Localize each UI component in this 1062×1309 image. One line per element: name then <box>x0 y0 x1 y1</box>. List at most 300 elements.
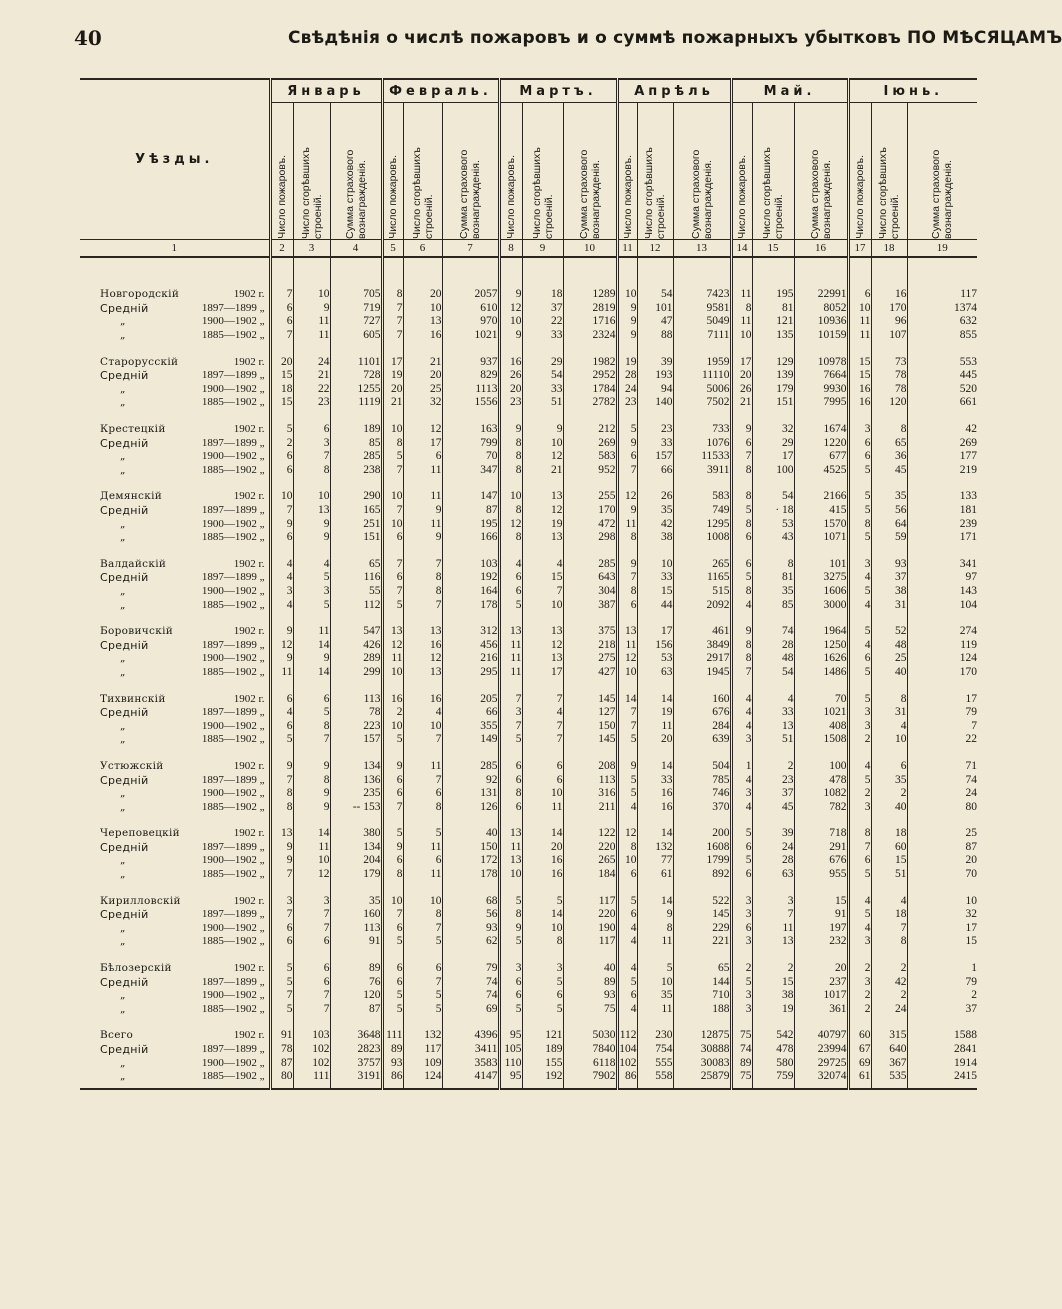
table-cell: 36 <box>871 450 907 464</box>
table-cell: 8 <box>731 517 752 531</box>
table-cell: 8 <box>270 800 293 814</box>
table-cell: 6 <box>293 423 330 437</box>
table-cell: 94 <box>637 383 673 397</box>
table-cell: 7902 <box>563 1070 617 1084</box>
table-cell: 387 <box>563 598 617 612</box>
table-cell: 274 <box>907 625 977 639</box>
table-cell: 11 <box>403 517 442 531</box>
table-cell: 2782 <box>563 396 617 410</box>
table-cell: 8 <box>499 908 522 922</box>
table-cell: 9 <box>617 436 637 450</box>
table-cell: 13 <box>522 652 563 666</box>
table-cell: 1556 <box>442 396 499 410</box>
table-cell: 155 <box>522 1056 563 1070</box>
table-cell: 12 <box>522 504 563 518</box>
table-cell: 22 <box>293 383 330 397</box>
table-cell: 177 <box>907 450 977 464</box>
table-cell: 6 <box>382 854 403 868</box>
column-subheader <box>907 103 977 240</box>
uezd-name: Устюжскій <box>100 759 164 772</box>
table-cell: 2092 <box>673 598 731 612</box>
column-number: 17 <box>848 240 871 258</box>
table-cell: 103 <box>442 558 499 572</box>
table-cell: 93 <box>871 558 907 572</box>
table-cell: 3 <box>499 706 522 720</box>
table-cell: 9 <box>270 760 293 774</box>
table-cell: 555 <box>637 1056 673 1070</box>
table-cell: 8 <box>752 558 794 572</box>
table-cell: 5 <box>382 598 403 612</box>
table-cell: 380 <box>330 827 382 841</box>
table-row <box>80 666 977 680</box>
table-row <box>80 652 977 666</box>
table-cell: 9 <box>270 625 293 639</box>
table-cell: 2 <box>752 962 794 976</box>
table-cell: 45 <box>871 464 907 478</box>
table-cell: 102 <box>293 1043 330 1057</box>
table-cell: 11 <box>293 625 330 639</box>
table-cell: 316 <box>563 787 617 801</box>
table-cell: 7 <box>270 329 293 343</box>
table-cell: 6 <box>293 962 330 976</box>
table-cell: 9 <box>293 302 330 316</box>
table-row <box>80 827 977 841</box>
table-cell: 9 <box>731 625 752 639</box>
uezd-name: „ <box>120 517 126 530</box>
period-years: 1902 г. <box>233 692 265 705</box>
period-years: 1900—1902 „ <box>201 719 265 732</box>
month-header: Февраль. <box>382 79 499 103</box>
table-cell: 218 <box>563 638 617 652</box>
uezd-name: „ <box>120 396 126 409</box>
table-cell: 255 <box>563 490 617 504</box>
table-cell: 12 <box>617 652 637 666</box>
table-cell: 3 <box>731 787 752 801</box>
table-cell: 7 <box>522 733 563 747</box>
table-row <box>80 329 977 343</box>
table-cell: 1101 <box>330 355 382 369</box>
table-cell: 12 <box>270 638 293 652</box>
table-cell: 2 <box>848 989 871 1003</box>
table-cell: 74 <box>752 625 794 639</box>
table-cell: 289 <box>330 652 382 666</box>
table-cell: 11 <box>382 652 403 666</box>
row-label <box>80 922 270 936</box>
table-cell: 235 <box>330 787 382 801</box>
table-cell: 3 <box>499 962 522 976</box>
table-cell: 6118 <box>563 1056 617 1070</box>
table-cell: 719 <box>330 302 382 316</box>
table-cell: 5 <box>637 962 673 976</box>
row-label <box>80 989 270 1003</box>
table-cell: 16 <box>522 868 563 882</box>
table-cell: 237 <box>794 975 848 989</box>
table-cell: 164 <box>442 585 499 599</box>
table-cell: 75 <box>731 1029 752 1043</box>
column-subheader-label: Число пожаровъ. <box>854 155 867 239</box>
table-cell: 23 <box>499 396 522 410</box>
table-cell: 2819 <box>563 302 617 316</box>
table-cell: 5 <box>731 827 752 841</box>
table-cell: 12 <box>522 450 563 464</box>
table-cell: 4 <box>731 800 752 814</box>
table-cell: 104 <box>907 598 977 612</box>
table-cell: 7 <box>382 315 403 329</box>
period-years: 1885—1902 „ <box>201 531 265 544</box>
table-cell: 5 <box>617 894 637 908</box>
table-cell: 11 <box>403 841 442 855</box>
table-cell: 61 <box>637 868 673 882</box>
table-cell: 11 <box>499 841 522 855</box>
table-cell: 12 <box>293 868 330 882</box>
row-label <box>80 894 270 908</box>
table-cell: 12 <box>403 423 442 437</box>
table-cell: 15 <box>270 396 293 410</box>
table-row <box>80 1070 977 1084</box>
table-cell: 1255 <box>330 383 382 397</box>
table-cell: 25 <box>403 383 442 397</box>
table-cell: 10 <box>637 558 673 572</box>
table-cell: 7423 <box>673 288 731 302</box>
table-cell: 18 <box>871 908 907 922</box>
column-subheader-label: Число пожаровъ. <box>505 155 517 239</box>
table-cell: 5 <box>848 504 871 518</box>
table-cell: 107 <box>871 329 907 343</box>
period-years: 1885—1902 „ <box>201 935 265 948</box>
table-cell: 147 <box>442 490 499 504</box>
table-cell: 60 <box>871 841 907 855</box>
table-cell: 370 <box>673 800 731 814</box>
table-cell: 643 <box>563 571 617 585</box>
table-cell: 122 <box>563 827 617 841</box>
period-years: 1885—1902 „ <box>201 800 265 813</box>
table-cell: 1374 <box>907 302 977 316</box>
table-cell: 9 <box>617 302 637 316</box>
table-cell: 51 <box>871 868 907 882</box>
table-cell: 75 <box>731 1070 752 1084</box>
table-cell: 26 <box>731 383 752 397</box>
table-cell: 10 <box>403 719 442 733</box>
table-cell: 4 <box>499 558 522 572</box>
table-cell: 6 <box>382 531 403 545</box>
table-cell: 4 <box>522 558 563 572</box>
uezd-name: „ <box>120 935 126 948</box>
table-cell: 135 <box>752 329 794 343</box>
table-cell: 275 <box>563 652 617 666</box>
table-cell: 7 <box>403 598 442 612</box>
table-cell: 6 <box>848 854 871 868</box>
table-cell: 31 <box>871 598 907 612</box>
row-label <box>80 1003 270 1017</box>
table-cell: 22991 <box>794 288 848 302</box>
table-cell: 1674 <box>794 423 848 437</box>
table-cell: 3 <box>848 975 871 989</box>
table-cell: 11 <box>731 315 752 329</box>
table-cell: 179 <box>752 383 794 397</box>
uezd-name: Тихвинскій <box>100 692 166 705</box>
table-cell: 17 <box>403 436 442 450</box>
table-cell: 113 <box>330 692 382 706</box>
table-cell: 677 <box>794 450 848 464</box>
table-cell: -- 153 <box>330 800 382 814</box>
table-cell: 6 <box>382 773 403 787</box>
table-cell: 17 <box>637 625 673 639</box>
table-cell: 10 <box>731 329 752 343</box>
table-cell: 2057 <box>442 288 499 302</box>
table-cell: 18 <box>522 288 563 302</box>
table-row <box>80 436 977 450</box>
table-cell: 30888 <box>673 1043 731 1057</box>
table-cell: 3 <box>270 585 293 599</box>
column-subheader <box>637 103 673 240</box>
table-cell: 24 <box>907 787 977 801</box>
row-label <box>80 598 270 612</box>
table-cell: 6 <box>382 975 403 989</box>
table-cell: 65 <box>330 558 382 572</box>
table-cell: 5 <box>293 706 330 720</box>
table-cell: 785 <box>673 773 731 787</box>
table-cell: 18 <box>270 383 293 397</box>
row-label <box>80 396 270 410</box>
uezd-name: „ <box>120 1056 126 1069</box>
table-row <box>80 369 977 383</box>
table-cell: 16 <box>382 692 403 706</box>
table-cell: 1626 <box>794 652 848 666</box>
table-cell: 230 <box>637 1029 673 1043</box>
row-label <box>80 638 270 652</box>
table-cell: 48 <box>752 652 794 666</box>
table-cell: 6 <box>848 652 871 666</box>
table-cell: 5006 <box>673 383 731 397</box>
table-cell: 11 <box>637 935 673 949</box>
table-row <box>80 355 977 369</box>
table-cell: 4 <box>731 719 752 733</box>
table-cell: 7 <box>382 800 403 814</box>
table-cell: 35 <box>637 989 673 1003</box>
table-cell: 285 <box>330 450 382 464</box>
table-cell: 7 <box>382 908 403 922</box>
table-row <box>80 396 977 410</box>
uezd-name: Средній <box>100 706 149 720</box>
row-label <box>80 841 270 855</box>
table-row <box>80 989 977 1003</box>
table-cell: 56 <box>442 908 499 922</box>
table-cell: 312 <box>442 625 499 639</box>
table-cell: 5 <box>499 1003 522 1017</box>
table-cell: 102 <box>293 1056 330 1070</box>
table-cell: 15 <box>848 355 871 369</box>
table-cell: 11 <box>617 638 637 652</box>
table-cell: 1289 <box>563 288 617 302</box>
table-cell: 91 <box>794 908 848 922</box>
table-cell: 23 <box>617 396 637 410</box>
period-years: 1900—1902 „ <box>201 787 265 800</box>
table-cell: 4 <box>871 719 907 733</box>
table-cell: 13 <box>499 854 522 868</box>
table-cell: 9 <box>637 908 673 922</box>
uezd-name: Средній <box>100 1043 149 1057</box>
table-cell: 6 <box>731 868 752 882</box>
table-cell: 117 <box>403 1043 442 1057</box>
table-cell: 6 <box>499 800 522 814</box>
table-cell: 117 <box>907 288 977 302</box>
table-cell: 367 <box>871 1056 907 1070</box>
table-cell: 5 <box>848 868 871 882</box>
table-cell: 8 <box>731 302 752 316</box>
table-cell: 4396 <box>442 1029 499 1043</box>
column-number: 16 <box>794 240 848 258</box>
table-cell: 5 <box>617 733 637 747</box>
table-row <box>80 975 977 989</box>
table-row <box>80 315 977 329</box>
table-cell: 6 <box>731 531 752 545</box>
table-cell: 1588 <box>907 1029 977 1043</box>
table-cell: 2 <box>270 436 293 450</box>
table-cell: 6 <box>499 760 522 774</box>
table-cell: 54 <box>752 490 794 504</box>
table-row <box>80 692 977 706</box>
table-cell: 4 <box>522 706 563 720</box>
table-cell: 2 <box>871 787 907 801</box>
table-cell: 265 <box>673 558 731 572</box>
table-cell: 799 <box>442 436 499 450</box>
table-cell: 74 <box>442 975 499 989</box>
table-cell: 14 <box>637 827 673 841</box>
row-label <box>80 908 270 922</box>
table-cell: 188 <box>673 1003 731 1017</box>
table-cell: 11533 <box>673 450 731 464</box>
table-cell: 21 <box>522 464 563 478</box>
table-cell: 1250 <box>794 638 848 652</box>
table-cell: 189 <box>330 423 382 437</box>
table-cell: 3275 <box>794 571 848 585</box>
table-cell: 427 <box>563 666 617 680</box>
column-subheader <box>794 103 848 240</box>
table-cell: 54 <box>752 666 794 680</box>
table-cell: 10 <box>617 854 637 868</box>
table-cell: 1945 <box>673 666 731 680</box>
table-cell: 6 <box>499 571 522 585</box>
row-label <box>80 436 270 450</box>
table-cell: 6 <box>731 436 752 450</box>
period-years: 1885—1902 „ <box>201 598 265 611</box>
table-cell: 189 <box>522 1043 563 1057</box>
table-row <box>80 490 977 504</box>
table-cell: 16 <box>403 638 442 652</box>
row-label <box>80 1029 270 1043</box>
table-cell: 131 <box>442 787 499 801</box>
column-number: 7 <box>442 240 499 258</box>
table-cell: 33 <box>637 436 673 450</box>
table-cell: 145 <box>673 908 731 922</box>
uezd-name: Демянскій <box>100 490 163 503</box>
table-cell: 632 <box>907 315 977 329</box>
table-cell: 145 <box>563 733 617 747</box>
table-cell: 8 <box>871 692 907 706</box>
table-cell: 8 <box>270 787 293 801</box>
page-number: 40 <box>74 26 102 50</box>
table-cell: 192 <box>522 1070 563 1084</box>
table-cell: 39 <box>752 827 794 841</box>
uezd-name: Бѣлозерскій <box>100 962 172 975</box>
table-cell: 2 <box>871 962 907 976</box>
table-cell: 9 <box>617 558 637 572</box>
table-cell: 17 <box>907 692 977 706</box>
table-cell: 23 <box>293 396 330 410</box>
table-row <box>80 868 977 882</box>
uezd-name: „ <box>120 463 126 476</box>
table-cell: 4 <box>848 598 871 612</box>
table-cell: 553 <box>907 355 977 369</box>
table-cell: 269 <box>907 436 977 450</box>
table-cell: 15 <box>270 369 293 383</box>
table-cell: 375 <box>563 625 617 639</box>
table-cell: 11 <box>848 329 871 343</box>
table-cell: 48 <box>871 638 907 652</box>
table-cell: 426 <box>330 638 382 652</box>
row-label <box>80 975 270 989</box>
row-label <box>80 800 270 814</box>
row-label <box>80 383 270 397</box>
period-years: 1900—1902 „ <box>201 584 265 597</box>
uezd-name: Череповецкій <box>100 827 180 840</box>
table-cell: 7 <box>382 302 403 316</box>
table-cell: 11 <box>499 652 522 666</box>
table-cell: 93 <box>563 989 617 1003</box>
table-row <box>80 638 977 652</box>
table-cell: 7 <box>522 585 563 599</box>
table-cell: 23 <box>637 423 673 437</box>
table-cell: 295 <box>442 666 499 680</box>
table-cell: 8 <box>403 585 442 599</box>
table-cell: 20 <box>907 854 977 868</box>
table-cell: 11 <box>499 638 522 652</box>
table-cell: 6 <box>270 302 293 316</box>
table-cell: 33 <box>522 383 563 397</box>
table-cell: 3 <box>848 558 871 572</box>
table-cell: 22 <box>522 315 563 329</box>
table-cell: 47 <box>637 315 673 329</box>
table-cell: 19 <box>382 369 403 383</box>
table-cell: 6 <box>848 288 871 302</box>
table-cell: 478 <box>794 773 848 787</box>
table-cell: 11 <box>403 868 442 882</box>
table-cell: 160 <box>673 692 731 706</box>
table-row <box>80 383 977 397</box>
table-cell: 285 <box>563 558 617 572</box>
uezd-name: Средній <box>100 773 149 787</box>
column-subheader <box>617 103 637 240</box>
table-cell: 59 <box>871 531 907 545</box>
table-cell: 9 <box>293 517 330 531</box>
table-cell: 165 <box>330 504 382 518</box>
table-cell: 6 <box>293 935 330 949</box>
table-cell: 5 <box>382 450 403 464</box>
table-cell: 78 <box>330 706 382 720</box>
table-cell: 4 <box>848 571 871 585</box>
table-cell: 16 <box>871 288 907 302</box>
table-cell: 13 <box>403 666 442 680</box>
table-cell: 3 <box>731 908 752 922</box>
table-cell: 95 <box>499 1029 522 1043</box>
table-cell: 3583 <box>442 1056 499 1070</box>
table-cell: 4 <box>617 800 637 814</box>
table-cell: 5 <box>848 490 871 504</box>
table-cell: 4 <box>848 894 871 908</box>
table-cell: 29 <box>522 355 563 369</box>
table-cell: 265 <box>563 854 617 868</box>
period-years: 1885—1902 „ <box>201 463 265 476</box>
